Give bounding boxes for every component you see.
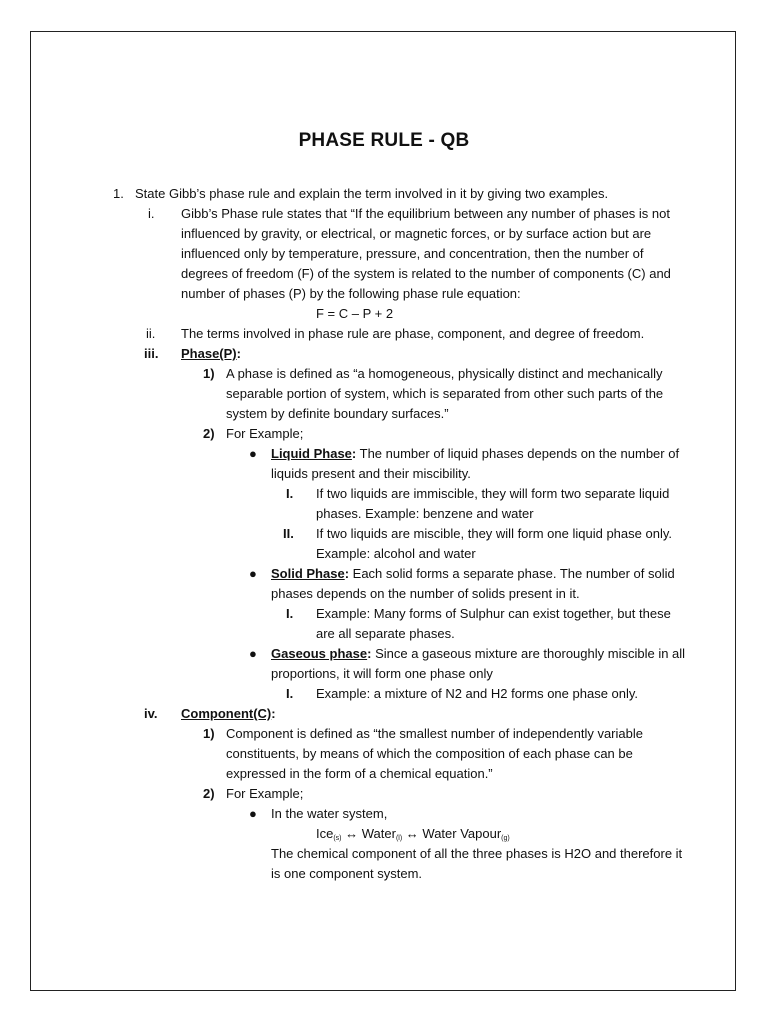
vapour-label: Water Vapour	[422, 826, 502, 841]
item-i-line: influenced by gravity, or electrical, or magnetic forces, or by surface action but are	[181, 226, 652, 241]
solid-phase-text: Each solid forms a separate phase. The number of solid	[349, 566, 675, 581]
gas-phase-text-2: proportions, it will form one phase only	[271, 666, 493, 681]
gas-I-text: Example: a mixture of N2 and H2 forms one phase only.	[316, 686, 639, 701]
solid-I-line: Example: Many forms of Sulphur can exist together, but these	[316, 606, 671, 621]
solid-phase-heading: Solid Phase	[271, 566, 345, 581]
gas-phase-line	[271, 644, 685, 664]
page-title: PHASE RULE - QB	[298, 130, 470, 151]
item-ii-text: The terms involved in phase rule are phase, component, and degree of freedom.	[181, 326, 645, 341]
item-i-line: number of phases (P) by the following phase rule equation:	[181, 286, 521, 301]
component-definition-line: Component is defined as “the smallest number of independently variable	[226, 726, 643, 741]
bullet-icon: ●	[249, 806, 257, 821]
liquid-I-line: If two liquids are immiscible, they will form two separate liquid	[316, 486, 670, 501]
component-conclusion-line: The chemical component of all the three phases is H2O and therefore it	[271, 846, 683, 861]
phase-rule-equation: F = C – P + 2	[316, 306, 394, 321]
component-p1-marker: 1)	[203, 726, 215, 741]
liquid-phase-heading: Liquid Phase	[271, 446, 352, 461]
gas-phase-text: Since a gaseous mixture are thoroughly miscible in all	[371, 646, 686, 661]
water-state: (l)	[395, 835, 403, 842]
phase-definition-line: A phase is defined as “a homogeneous, physically distinct and mechanically	[226, 366, 663, 381]
phase-heading-colon: :	[236, 346, 241, 361]
bullet-icon: ●	[249, 446, 257, 461]
component-p2-marker: 2)	[203, 786, 215, 801]
phase-heading-text: Phase(P)	[181, 346, 237, 361]
component-heading-text: Component(C)	[181, 706, 272, 721]
solid-I-line: are all separate phases.	[316, 626, 455, 641]
liquid-I-line: phases. Example: benzene and water	[316, 506, 534, 521]
vapour-state: (g)	[501, 835, 510, 842]
item-i-line: influenced only by temperature, pressure, and concentration, then the number of	[181, 246, 644, 261]
solid-phase-text-2: phases depends on the number of solids present in it.	[271, 586, 580, 601]
item-i-line: degrees of freedom (F) of the system is related to the number of components (C) and	[181, 266, 671, 281]
phase-p2-text: For Example;	[226, 426, 304, 441]
item-i-marker: i.	[148, 206, 155, 221]
liquid-II-line: Example: alcohol and water	[316, 546, 476, 561]
solid-phase-colon: :	[344, 566, 350, 581]
bullet-icon: ●	[249, 566, 257, 581]
component-conclusion-line: is one component system.	[271, 866, 423, 881]
water-label: Water	[361, 826, 396, 841]
ice-label: Ice	[316, 826, 334, 841]
water-system-intro: In the water system,	[271, 806, 388, 821]
gas-I-marker: I.	[286, 686, 294, 701]
phase-p1-marker: 1)	[203, 366, 215, 381]
component-definition-line: expressed in the form of a chemical equation.”	[226, 766, 493, 781]
liquid-phase-text: The number of liquid phases depends on the number of	[356, 446, 680, 461]
liquid-phase-line	[271, 444, 679, 464]
q1-number: 1.	[113, 186, 124, 201]
item-ii-marker: ii.	[146, 326, 156, 341]
phase-p2-marker: 2)	[203, 426, 215, 441]
liquid-II-line: If two liquids are miscible, they will form one liquid phase only.	[316, 526, 672, 541]
item-iv-marker: iv.	[144, 706, 158, 721]
ice-state: (s)	[333, 835, 342, 842]
gas-phase-heading: Gaseous phase	[271, 646, 368, 661]
equilibrium-arrow-icon: ↔	[341, 826, 362, 841]
phase-definition-line: system by definite boundary surfaces.”	[226, 406, 449, 421]
component-heading	[181, 704, 276, 724]
phase-heading	[181, 344, 241, 364]
component-heading-colon: :	[271, 706, 276, 721]
liquid-phase-text-2: liquids present and their miscibility.	[271, 466, 471, 481]
liquid-I-marker: I.	[286, 486, 294, 501]
solid-I-marker: I.	[286, 606, 294, 621]
liquid-phase-colon: :	[351, 446, 357, 461]
phase-definition-line: separable portion of system, which is separated from other such parts of the	[226, 386, 664, 401]
equilibrium-arrow-icon: ↔	[402, 826, 423, 841]
gas-phase-colon: :	[367, 646, 372, 661]
item-i-line: Gibb’s Phase rule states that “If the equilibrium between any number of phases is not	[181, 206, 670, 221]
component-p2-text: For Example;	[226, 786, 304, 801]
q1-text: State Gibb’s phase rule and explain the term involved in it by giving two examples.	[135, 186, 609, 201]
solid-phase-line	[271, 564, 675, 584]
item-iii-marker: iii.	[144, 346, 159, 361]
component-definition-line: constituents, by means of which the composition of each phase can be	[226, 746, 633, 761]
liquid-II-marker: II.	[283, 526, 294, 541]
bullet-icon: ●	[249, 646, 257, 661]
